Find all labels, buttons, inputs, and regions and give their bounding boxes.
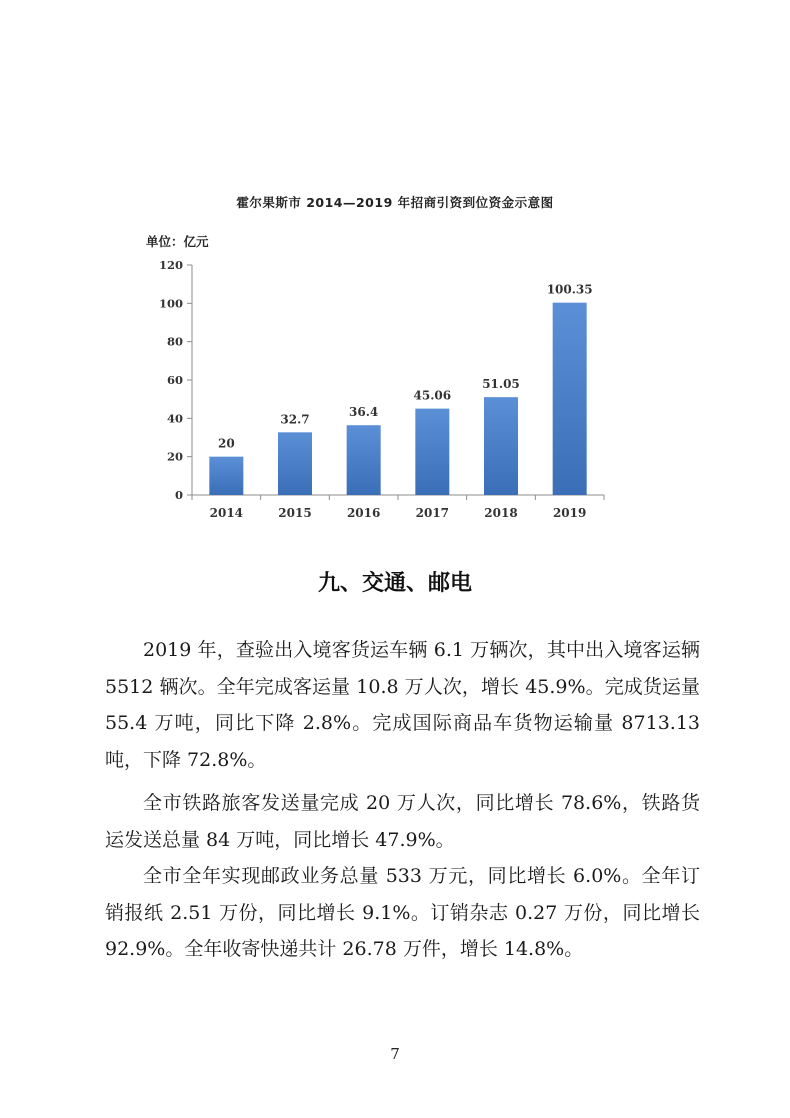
y-tick-label: 20	[166, 449, 183, 464]
data-label: 36.4	[349, 405, 379, 420]
y-tick-label: 40	[166, 411, 183, 426]
x-tick-label: 2017	[415, 506, 450, 520]
x-tick-label: 2018	[484, 506, 518, 520]
bar-2018	[484, 397, 518, 495]
paragraph-postal: 全市全年实现邮政业务总量 533 万元，同比增长 6.0%。全年订销报纸 2.51 万份，同比增长 9.1%。订销杂志 0.27 万份，同比增长 92.9%。全年收寄快递共计 26.78 万件，增长 14.8%。	[105, 865, 700, 960]
data-label: 32.7	[280, 412, 310, 427]
y-tick-label: 120	[158, 258, 183, 272]
bar-2014	[209, 457, 243, 495]
x-tick-label: 2014	[209, 506, 244, 520]
chart-bars	[209, 303, 586, 495]
page-number: 7	[390, 1045, 400, 1063]
y-tick-label: 60	[166, 373, 183, 387]
bar-2015	[278, 432, 312, 495]
paragraph-railway: 全市铁路旅客发送量完成 20 万人次，同比增长 78.6%，铁路货运发送总量 84 万吨，同比增长 47.9%。	[105, 792, 700, 851]
y-tick-label: 100	[158, 296, 183, 311]
y-tick-label: 80	[166, 334, 183, 349]
section-heading: 九、交通、邮电	[317, 571, 472, 596]
x-tick-label: 2015	[278, 506, 312, 520]
y-tick-label: 0	[174, 488, 183, 502]
chart-axes	[187, 265, 604, 500]
bar-2016	[347, 425, 381, 495]
data-label: 100.35	[546, 282, 593, 297]
bar-2019	[553, 303, 587, 495]
chart-unit-label: 单位：亿元	[146, 234, 209, 249]
chart-title: 霍尔果斯市 2014—2019 年招商引资到位资金示意图	[236, 195, 554, 210]
x-tick-label: 2019	[552, 506, 587, 520]
bar-chart	[0, 0, 790, 540]
paragraph-transport: 2019 年，查验出入境客货运车辆 6.1 万辆次，其中出入境客运辆 5512 辆次。全年完成客运量 10.8 万人次，增长 45.9%。完成货运量 55.4 万吨，同比下降 2.8%。完成国际商品车货物运输量 8713.13 吨，下降 72.8%。	[105, 639, 700, 771]
data-label: 20	[217, 436, 235, 451]
bar-2017	[415, 409, 449, 495]
x-tick-label: 2016	[346, 506, 381, 520]
data-label: 51.05	[482, 377, 520, 392]
data-label: 45.06	[413, 388, 452, 403]
